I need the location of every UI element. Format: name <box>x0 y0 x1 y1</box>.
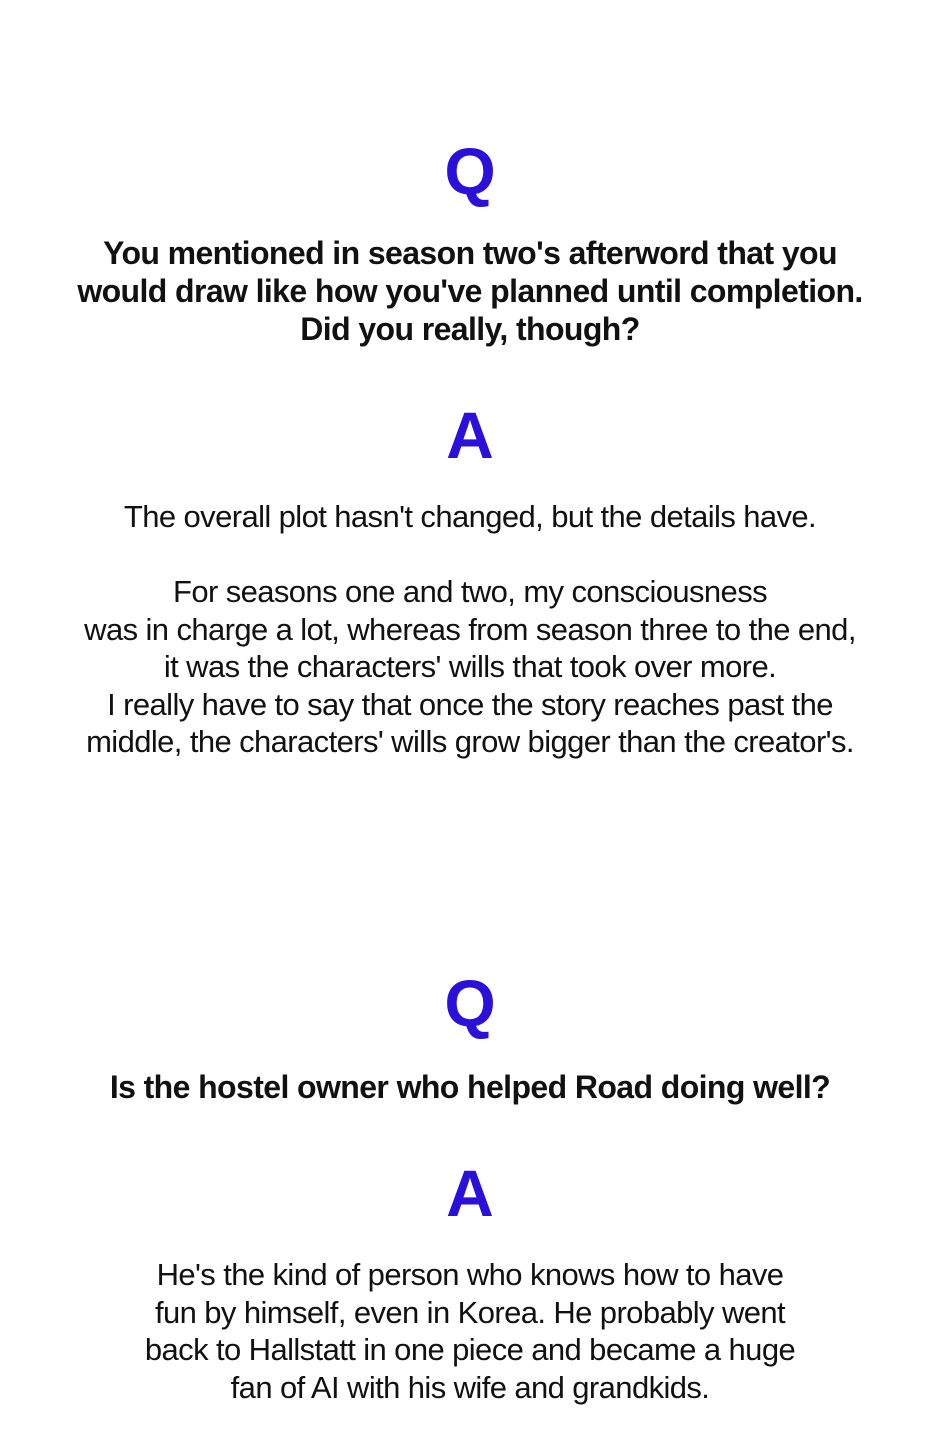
answer-line: it was the characters' wills that took over more. <box>163 649 777 684</box>
answer-line: He's the kind of person who knows how to have <box>156 1257 784 1292</box>
answer-line: back to Hallstatt in one piece and became a huge <box>144 1332 796 1367</box>
answer-paragraph-1b <box>0 573 940 761</box>
answer-line: was in charge a lot, whereas from season three to the end, <box>84 611 856 647</box>
question-line: Is the hostel owner who helped Road doing well? <box>109 1069 831 1105</box>
answer-line: For seasons one and two, my consciousness <box>173 574 767 609</box>
answer-line: I really have to say that once the story reaches past the <box>107 686 833 722</box>
question-line: Did you really, though? <box>300 311 640 347</box>
answer-line: The overall plot hasn't changed, but the details have. <box>123 499 817 534</box>
question-marker-q2: Q <box>444 966 496 1040</box>
question-line: You mentioned in season two's afterword that you <box>103 235 837 271</box>
answer-line: fan of AI with his wife and grandkids. <box>230 1369 710 1405</box>
answer-marker-a1: A <box>446 398 494 472</box>
answer-line: fun by himself, even in Korea. He probably went <box>154 1294 786 1330</box>
question-text-2 <box>0 1068 940 1106</box>
question-line: would draw like how you've planned until completion. <box>77 273 863 309</box>
answer-paragraph-2a <box>0 1256 940 1406</box>
question-marker-q1: Q <box>444 134 496 208</box>
answer-marker-a2: A <box>446 1156 494 1230</box>
answer-paragraph-1a <box>0 498 940 536</box>
question-text-1 <box>0 234 940 348</box>
answer-line: middle, the characters' wills grow bigger than the creator's. <box>86 724 854 759</box>
